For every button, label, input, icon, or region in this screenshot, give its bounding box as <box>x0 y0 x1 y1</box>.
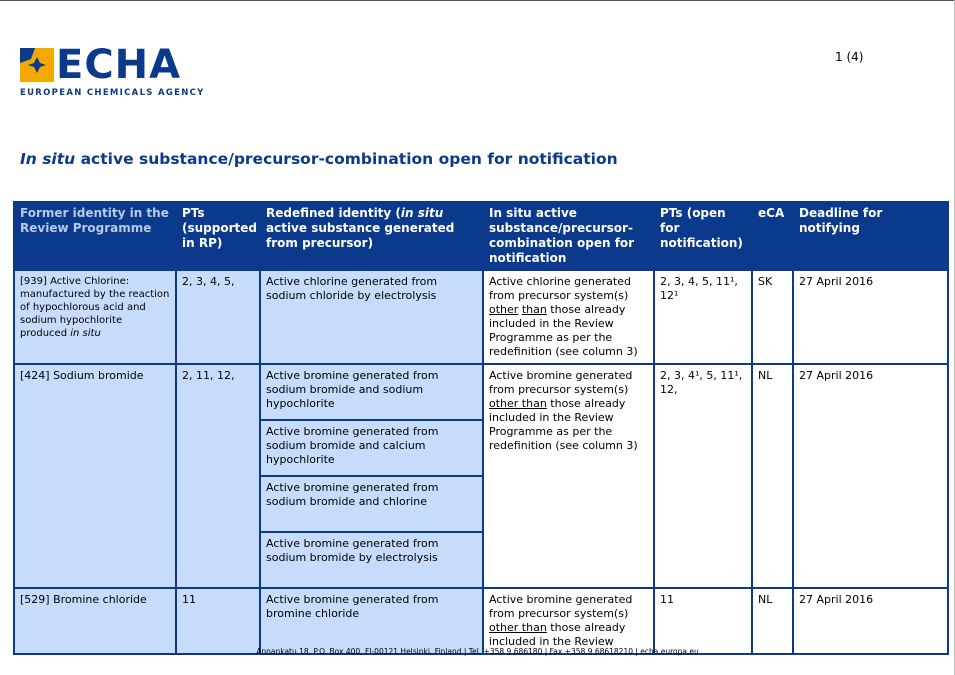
table-row <box>14 588 948 654</box>
substance-table <box>13 201 949 655</box>
cell-deadline: 27 April 2016 <box>793 270 948 364</box>
cell-former-identity: [529] Bromine chloride <box>14 588 176 654</box>
table-row <box>14 270 948 364</box>
header-eca: eCA <box>752 202 793 270</box>
star-icon <box>20 48 54 82</box>
cell-pts-rp: 2, 11, 12, <box>176 364 260 588</box>
page-number: 1 (4) <box>835 50 864 64</box>
header-pts-open: PTs (open for notification) <box>654 202 752 270</box>
cell-pts-open: 11 <box>654 588 752 654</box>
cell-combination: Active bromine generated from precursor system(s) other than those already included in the Review <box>483 588 654 654</box>
title-rest: active substance/precursor-combination open for notification <box>80 150 618 168</box>
redefined-sub-item: Active bromine generated from sodium bromide and chlorine <box>261 477 482 533</box>
cell-redefined: Active chlorine generated from sodium chloride by electrolysis <box>260 270 483 364</box>
cell-eca: SK <box>752 270 793 364</box>
cell-redefined: Active bromine generated from bromine chloride <box>260 588 483 654</box>
cell-deadline: 27 April 2016 <box>793 364 948 588</box>
top-border <box>0 0 955 1</box>
cell-former-identity: [939] Active Chlorine: manufactured by the reaction of hypochlorous acid and sodium hypochlorite produced in situ <box>14 270 176 364</box>
cell-pts-open: 2, 3, 4¹, 5, 11¹, 12, <box>654 364 752 588</box>
header-former-identity: Former identity in the Review Programme <box>14 202 176 270</box>
cell-pts-open: 2, 3, 4, 5, 11¹, 12¹ <box>654 270 752 364</box>
title-italic: In situ <box>20 150 76 168</box>
page-footer: Annankatu 18, P.O. Box 400, FI-00121 Helsinki, Finland | Tel. +358 9 686180 | Fax +358 9 68618210 | echa.europa.eu <box>256 647 699 656</box>
cell-pts-rp: 11 <box>176 588 260 654</box>
cell-pts-rp: 2, 3, 4, 5, <box>176 270 260 364</box>
logo-wordmark: ECHA <box>56 42 182 88</box>
header-redefined-identity: Redefined identity (in situ active substance generated from precursor) <box>260 202 483 270</box>
redefined-sub-item: Active bromine generated from sodium bromide by electrolysis <box>266 537 439 564</box>
table-header-row <box>14 202 948 270</box>
header-deadline: Deadline for notifying <box>793 202 948 270</box>
cell-redefined-group <box>260 364 483 588</box>
cell-eca: NL <box>752 588 793 654</box>
redefined-sub-item: Active bromine generated from sodium bromide and calcium hypochlorite <box>261 421 482 477</box>
cell-combination: Active chlorine generated from precursor system(s) other than those already included in the Review Programme as per the redefinition (see column 3) <box>483 270 654 364</box>
cell-eca: NL <box>752 364 793 588</box>
cell-combination: Active bromine generated from precursor system(s) other than those already included in the Review Programme as per the redefinition (see column 3) <box>483 364 654 588</box>
logo-subtitle: EUROPEAN CHEMICALS AGENCY <box>20 88 205 98</box>
table-row <box>14 364 948 588</box>
echa-logo <box>20 42 205 98</box>
cell-former-identity: [424] Sodium bromide <box>14 364 176 588</box>
redefined-sub-item: Active bromine generated from sodium bromide and sodium hypochlorite <box>261 365 482 421</box>
header-combination: In situ active substance/precursor-combination open for notification <box>483 202 654 270</box>
document-title <box>20 150 618 168</box>
header-pts-supported: PTs (supported in RP) <box>176 202 260 270</box>
cell-deadline: 27 April 2016 <box>793 588 948 654</box>
